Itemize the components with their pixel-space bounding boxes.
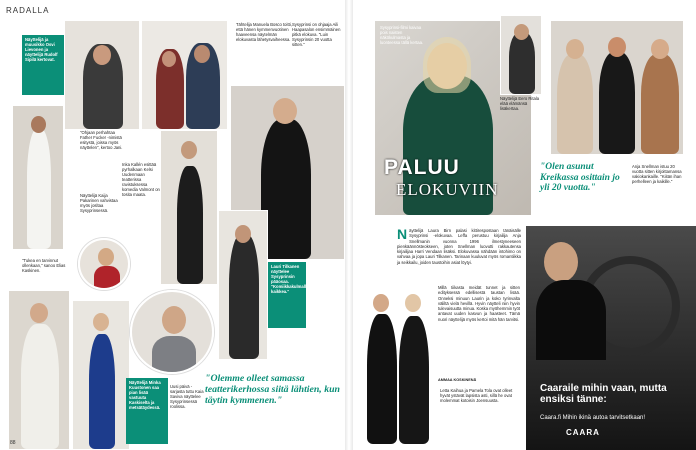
caption-right-1: Sysyprinsi-filmi kaivaa pois naisten näkökulmasta ja luonteessa tällä kertaa. <box>380 25 424 45</box>
photo-man-suit <box>218 210 268 360</box>
caption-left-7: "Tukea en tarvinnut ollenkaan," sanoo Elias Kaskinen. <box>22 258 66 273</box>
page-number-left: 88 <box>10 440 16 446</box>
caption-left-9: Uusi päivä -sarjasta tuttu Kaia Saviva näyttelee Sysyprinsessä roolissa. <box>170 384 204 409</box>
quote-right: "Olen asunut Kreikassa osittain jo yli 20 vuotta." <box>540 162 620 193</box>
photo-woman-white-dress <box>12 105 64 250</box>
caption-right-4: Letta Kaihua ja Pamela Tola ovat olleet hyvät ystävät lapsista asti, sillä he ovat molemmat kotoisin Joensuusta. <box>440 388 513 403</box>
article-title-line1: PALUU <box>384 156 460 179</box>
caption-right-3: Anja Snellman istuu 20 vuotta sitten kirjoittamansa vakiokankaille. "Kiitän ihan perhelleen ja kaikille." <box>632 164 682 184</box>
page-gutter <box>345 0 353 450</box>
body-column-2: Millä tiikasta meidät tunnet ja sitten edityksessä edellisestä taustan lisää. Onneksi minuun Laurin ja koko tyrinvalta väliltä vielä hevillä. Hyvin näytteli niin hyvin tulevaisuutta minua. Koska myöhemmin työt antavat uuden kasvun ja haasteet. Tämä nuori näyttelijä myös kertoi mitä hän tarvitsi. <box>438 285 520 322</box>
photo-woman-blue-dress <box>72 300 130 450</box>
ad-brand-logo: CAARA <box>566 428 600 437</box>
caption-left-4: "Ohjaan perhahtaa Father Fucker -nimistä esitystä, joissa myös näyttelen", kertoo Jani. <box>80 130 123 150</box>
ad-headline: Caaraile mihin vaan, mutta ensiksi tänne: <box>540 383 667 405</box>
caption-left-5: Näyttelijä Kaija Pakarinen vahvistaa myös josltaa Sysyprinsessä. <box>80 193 118 213</box>
article-title-line2: ELOKUVIIN <box>396 180 499 199</box>
caption-box-left-3: Näyttelijä Minka Kuustonen saa pian lisää vastuuta Kaskiselta ja metsätäydessä. <box>126 378 168 444</box>
photo-three-women <box>550 20 684 155</box>
photo-two-women-black <box>358 285 436 445</box>
photo-man-cap <box>500 15 542 95</box>
ad-subline: Caara.fi Mihin ikinä autoa tarvitsetkaan! <box>540 415 646 421</box>
drop-cap: N <box>397 226 408 242</box>
photo-couple-man <box>64 20 140 130</box>
caption-left-3: Sysyprinsi on ohjaaja Aili Haapasalon ensimmäinen pitkä elokuva. "Luin Sysyprinsin 20 vuotta sitten." <box>292 22 341 47</box>
photo-circle-woman-red-scarf <box>78 238 130 290</box>
caption-right-2: Näyttelijä Eero Ritala elää elämänsä lisäkertaa. <box>500 96 540 111</box>
caption-left-2: Tähtelija Manuela Bosco toitti, että hänen kymmenvuotinen haaveensa näytelmän elokuvasta lähetysvaiheessa. <box>236 22 292 42</box>
body-column-1: Näyttelijä Laura Birn palasi kittirespostaan tänäisälle Sysyprinsi -elokuvaa. Leffa perustuu kirjailija Anja Snellmanin vuonna 1996 ilmestyneeseen pienkäännösteokseen, joten Snellman luovutti rakkautensa kirjailijaa Harri Vendaan lisäksi. Elokuvassa nähdään intohimo on vahvaa ja jopa Lauri Tilkanen. Tarinaan kuuluvat myös romantiikka ja seikkailu, joiden taustoihin asiat löytyi. <box>397 226 521 265</box>
caption-box-left-1: Näyttelijä ja muusikko Osvi Lievonen ja näyttelijä Rudolf Sipilä kertovat. <box>22 35 64 95</box>
photo-couple-2 <box>141 20 228 130</box>
photo-young-man-white <box>8 290 70 450</box>
section-label: RADALLA <box>6 6 50 15</box>
author-credit: AMMAA KOSKINENÄ <box>438 378 477 382</box>
caption-left-6: Inka Kallén esittää pyrhalkaan Kelsi Uudenmaan teatterissa ravistuksessa komedia Valmont on tosita maata. <box>122 162 160 197</box>
photo-circle-man-grey <box>130 290 214 374</box>
quote-left: "Olemme olleet samassa teatterikerhossa siitä lähtien, kun täytin kymmenen." <box>205 373 341 406</box>
photo-woman-dark-dress <box>160 130 218 285</box>
caption-box-left-2: Lauri Tilkanen näyttelee Sysyprinsin pääosaa. "Komiikkakulmalla kaikkea." <box>268 262 306 328</box>
